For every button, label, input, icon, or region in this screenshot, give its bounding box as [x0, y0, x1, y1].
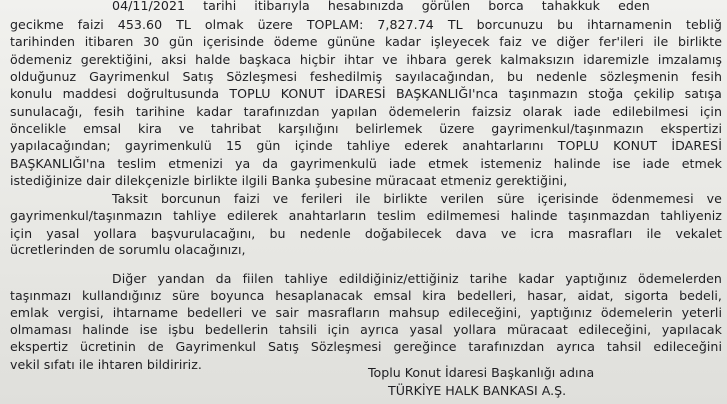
letter-line: Taksit borcunun faizi ve ferileri ile birlikte verilen süre içerisinde ödenmemesi ve — [112, 191, 722, 206]
letter-line: gayrimenkul/taşınmazın tahliye edilerek anahtarların teslim edilmemesi halinde taşınmazdan tahliyeniz — [10, 208, 722, 223]
letter-line: ödemeniz gerektiğini, aksi halde başkaca hiçbir ihtar ve ihbara gerek kalmaksızın idaremizle imzalamış — [10, 52, 722, 67]
letter-line: BAŞKANLIĞI'na teslim etmenizi ya da gayrimenkulü iade etmek istemeniz halinde ise iade etmek — [10, 156, 722, 171]
letter-line: tarihinden itibaren 30 gün içerisinde ödeme gününe kadar işleyecek faiz ve diğer fer'ileri ile birlikte — [10, 34, 723, 49]
signature-line-bank: TÜRKİYE HALK BANKASI A.Ş. — [388, 383, 567, 398]
letter-line: vekil sıfatı ile ihtaren bildiririz. — [10, 357, 202, 372]
letter-line: öncelikle emsal kira ve tahribat karşılığını belirlemek üzere gayrimenkul/taşınmazın ekspertizi — [10, 121, 723, 136]
letter-line: Diğer yandan da fiilen tahliye edildiğiniz/ettiğiniz tarihe kadar yaptığınız ödemelerden — [112, 271, 722, 286]
letter-line: taşınmazı kullandığınız süre boyunca hesaplanacak emsal kira bedelleri, hasar, aidat, sigorta bedeli, — [10, 288, 722, 303]
letter-line: sunulacağı, fesih tarihine kadar tarafınızdan yapılan ödemelerin faizsiz olarak iade edilebilmesi için — [10, 104, 723, 119]
letter-line: 04/11/2021 tarihi itibarıyla hesabınızda görülen borca tahakkuk eden — [112, 0, 650, 13]
letter-line: olduğunuz Gayrimenkul Satış Sözleşmesi feshedilmiş sayılacağından, bu nedenle sözleşmenin fesih — [10, 69, 722, 84]
letter-line: ücretlerinden de sorumlu olacağınızı, — [10, 242, 246, 257]
letter-line: gecikme faizi 453.60 TL olmak üzere TOPLAM: 7,827.74 TL borcunuzu bu ihtarnamenin tebliğ — [10, 17, 722, 32]
letter-line: yapılacağından; gayrimenkulü 15 gün içinde tahliye ederek anahtarlarını TOPLU KONUT İDARESİ — [10, 138, 722, 153]
letter-line: için yasal yollara başvurulacağını, bu nedenle doğabilecek dava ve icra masrafları ile vekalet — [10, 226, 723, 241]
letter-line: istediğinize dair dilekçenizle birlikte ilgili Banka şubesine müracaat etmeniz gerektiğini, — [10, 173, 568, 188]
letter-line: konulu maddesi doğrultusunda TOPLU KONUT İDARESİ BAŞKANLIĞI'nca taşınmazın stoğa çekilip satışa — [10, 86, 722, 101]
letter-line: emlak vergisi, ihtarname bedelleri ve sair masrafların mahsup edileceğini, yaptığınız ödemelerin yeterli — [10, 305, 723, 320]
letter-line: ekspertiz ücretinin de Gayrimenkul Satış Sözleşmesi gereğince tarafınızdan ayrıca tahsil edileceğini — [10, 339, 723, 354]
signature-line-authority: Toplu Konut İdaresi Başkanlığı adına — [368, 365, 595, 380]
letter-line: olmaması halinde ise işbu bedellerin tahsili için ayrıca yasal yollara müracaat edileceğini, yapılacak — [10, 322, 722, 337]
